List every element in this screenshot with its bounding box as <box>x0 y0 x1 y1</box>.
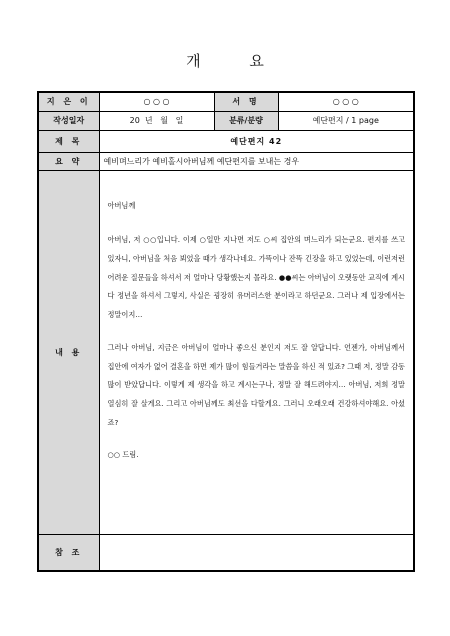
subject-row <box>38 130 414 152</box>
reference-label: 참 조 <box>38 534 99 571</box>
subject-label: 제 목 <box>38 130 99 152</box>
subject-value[interactable]: 예단편지 42 <box>99 130 414 152</box>
letter-paragraph-1: 아버님, 저 ○○입니다. 이제 ○일만 지나면 저도 ○씨 집안의 며느리가 되는군요. 편지를 쓰고 있자니, 아버님을 처음 뵈었을 때가 생각나네요. 가뜩이나 잔뜩 긴장을 하고 있었는데, 이런저런 어려운 질문들을 하셔서 저 얼마나 당황했는지 몰라요. ●●씨는 아버님이 오랫동안 교직에 계시다 정년을 하셔서 그렇지, 사실은 굉장히 유머러스한 분이라고 하던군요. 그러나 제 입장에서는 정말이지… <box>107 235 405 320</box>
author-row <box>38 92 414 111</box>
letter-paragraph-2: 그러나 아버님, 지금은 아버님이 얼마나 좋으신 분인지 저도 잘 알답니다. 언젠가, 아버님께서 집안에 여자가 없어 결혼을 하면 제가 많이 힘들거라는 말씀을 하신 적 있죠? 그때 저, 정말 감동 많이 받았답니다. 이렇게 제 생각을 하고 계시는구나, 정말 잘 해드려야지… 아버님, 저희 정말 열심히 잘 살게요. 그리고 아버님께도 최선을 다할게요. 그러니 오래오래 건강하셔야해요. 아셨죠? <box>107 342 405 427</box>
signer-label: 서 명 <box>214 92 278 111</box>
date-label: 작성일자 <box>38 111 99 130</box>
summary-form <box>37 91 415 572</box>
content-label: 내 용 <box>38 170 99 534</box>
summary-label: 요 약 <box>38 152 99 170</box>
author-label: 지 은 이 <box>38 92 99 111</box>
content-row <box>38 170 414 534</box>
reference-value[interactable] <box>99 534 414 571</box>
letter-signature: ○○ 드림. <box>107 450 139 460</box>
summary-value[interactable]: 예비며느리가 예비홀시아버님께 예단편지를 보내는 경우 <box>99 152 414 170</box>
reference-row <box>38 534 414 571</box>
content-cell[interactable] <box>99 170 414 534</box>
summary-row <box>38 152 414 170</box>
category-value[interactable]: 예단편지 / 1 page <box>278 111 414 130</box>
author-value[interactable]: ○ ○ ○ <box>99 92 214 111</box>
date-row <box>38 111 414 130</box>
date-value[interactable]: 20 년 월 일 <box>99 111 214 130</box>
signer-value[interactable]: ○ ○ ○ <box>278 92 414 111</box>
page-title: 개 요 <box>186 52 286 70</box>
letter-greeting: 아버님께 <box>107 200 136 210</box>
category-label: 분류/분량 <box>214 111 278 130</box>
letter-body <box>104 171 410 466</box>
